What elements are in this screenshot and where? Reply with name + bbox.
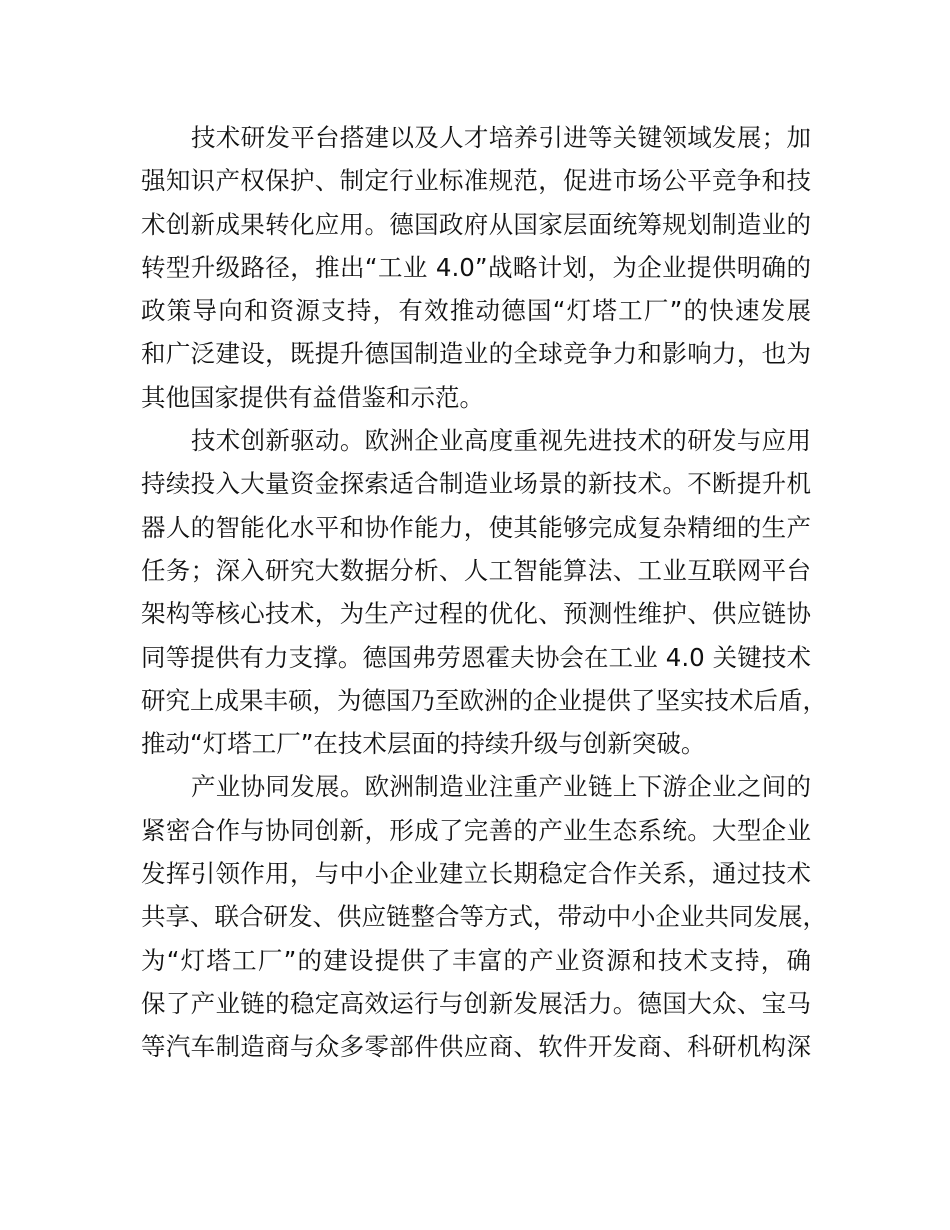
text-line: 紧密合作与协同创新，形成了完善的产业生态系统。大型企业	[141, 815, 811, 845]
text-line: 政策导向和资源支持，有效推动德国“灯塔工厂”的快速发展	[141, 296, 811, 326]
text-line: 为“灯塔工厂”的建设提供了丰富的产业资源和技术支持，确	[141, 945, 811, 975]
text-line: 其他国家提供有益借鉴和示范。	[141, 382, 484, 412]
text-line: 发挥引领作用，与中小企业建立长期稳定合作关系，通过技术	[141, 859, 811, 889]
document-page	[141, 116, 827, 1069]
text-line: 强知识产权保护、制定行业标准规范，促进市场公平竞争和技	[141, 166, 811, 196]
text-line: 共享、联合研发、供应链整合等方式，带动中小企业共同发展，	[141, 902, 827, 932]
text-line: 任务；深入研究大数据分析、人工智能算法、工业互联网平台	[141, 555, 811, 585]
text-line: 架构等核心技术，为生产过程的优化、预测性维护、供应链协	[141, 599, 811, 629]
paragraph-3	[141, 765, 827, 1068]
text-line: 等汽车制造商与众多零部件供应商、软件开发商、科研机构深	[141, 1032, 811, 1062]
text-line: 转型升级路径，推出“工业 4.0”战略计划，为企业提供明确的	[141, 252, 811, 282]
paragraph-2	[141, 419, 827, 765]
text-line: 持续投入大量资金探索适合制造业场景的新技术。不断提升机	[141, 469, 811, 499]
paragraph-1	[141, 116, 811, 419]
text-line: 保了产业链的稳定高效运行与创新发展活力。德国大众、宝马	[141, 988, 811, 1018]
text-line: 器人的智能化水平和协作能力，使其能够完成复杂精细的生产	[141, 512, 811, 542]
text-line: 同等提供有力支撑。德国弗劳恩霍夫协会在工业 4.0 关键技术	[141, 642, 811, 672]
text-line: 产业协同发展。欧洲制造业注重产业链上下游企业之间的	[191, 772, 811, 802]
text-line: 和广泛建设，既提升德国制造业的全球竞争力和影响力，也为	[141, 339, 811, 369]
text-line: 术创新成果转化应用。德国政府从国家层面统筹规划制造业的	[141, 209, 811, 239]
text-line: 技术创新驱动。欧洲企业高度重视先进技术的研发与应用	[191, 426, 811, 456]
text-line: 研究上成果丰硕，为德国乃至欧洲的企业提供了坚实技术后盾，	[141, 685, 827, 715]
text-line: 推动“灯塔工厂”在技术层面的持续升级与创新突破。	[141, 729, 706, 759]
text-line: 技术研发平台搭建以及人才培养引进等关键领域发展；加	[191, 123, 811, 152]
